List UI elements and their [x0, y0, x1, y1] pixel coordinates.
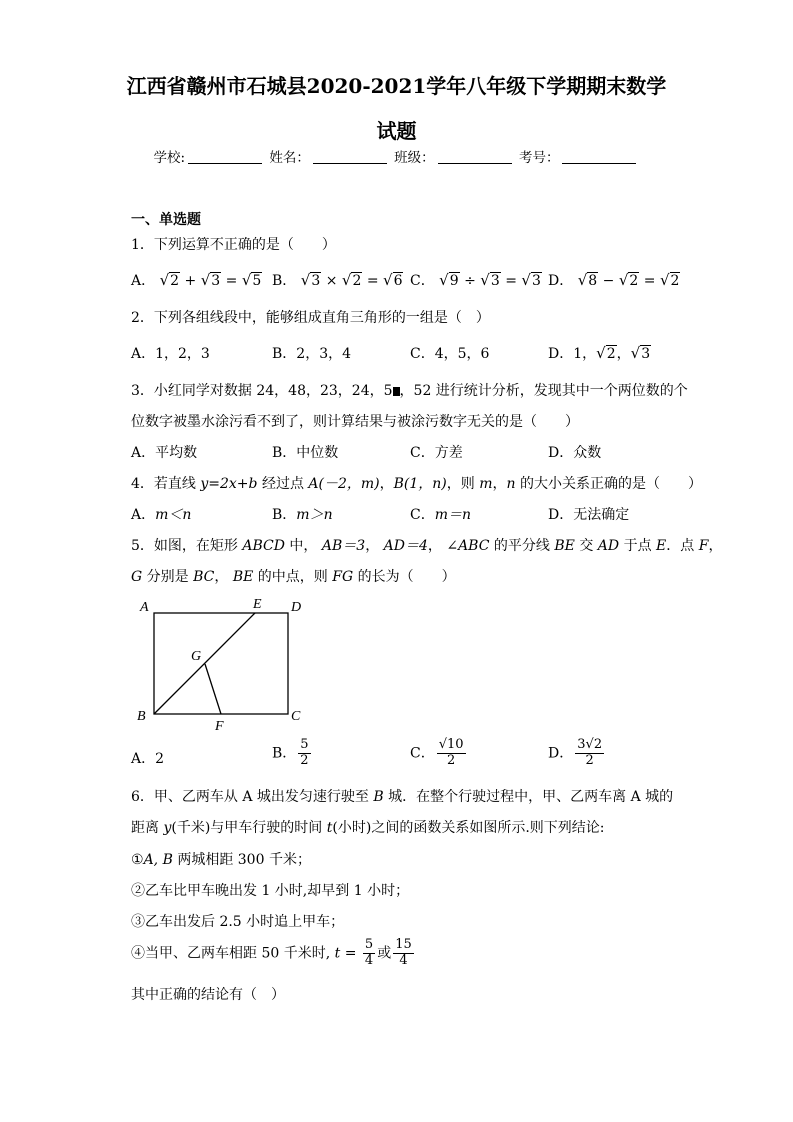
q5-line-2: G 分别是 BC， BE 的中点，则 FG 的长为（ ）	[131, 569, 456, 585]
q2-option-a: A．1，2，3	[131, 346, 210, 362]
q6-conclusion-3: ③乙车出发后 2.5 小时追上甲车；	[131, 914, 345, 930]
exam-no-label: 考号：	[518, 150, 560, 166]
q6-line-2: 距离 y(千米)与甲车行驶的时间 t(小时)之间的函数关系如图所示.则下列结论:	[131, 820, 605, 836]
q3-option-d: D．众数	[548, 445, 602, 461]
q5-option-b: B． $\frac{5}{2}$	[272, 737, 309, 768]
segment-fg	[205, 664, 221, 714]
section-heading: 一、单选题	[131, 212, 201, 228]
exam-no-blank[interactable]	[562, 149, 636, 164]
label-b: B	[137, 709, 146, 724]
label-g: G	[191, 649, 202, 664]
label-c: C	[291, 709, 301, 724]
label-d: D	[291, 600, 302, 615]
rectangle-figure	[131, 594, 311, 734]
q6-conclusion-4: ④当甲、乙两车相距 50 千米时, t = $\frac{5}{4}$ 或 $\frac{15}{4}$	[131, 937, 412, 968]
name-label: 姓名：	[269, 150, 310, 166]
ink-blot-icon	[393, 387, 400, 396]
q3-line-1: 3．小红同学对数据 24，48，23，24，5 ，52 进行统计分析，发现其中一个两位数的个	[131, 383, 688, 399]
q3-option-c: C．方差	[410, 445, 463, 461]
rect-abcd	[154, 613, 288, 714]
q5-line-1: 5．如图，在矩形 ABCD 中， AB＝3， AD＝4， ∠ABC 的平分线 BE 交 AD 于点 E．点 F，	[131, 538, 723, 554]
q6-question: 其中正确的结论有（ ）	[131, 987, 285, 1003]
q6-conclusion-1: ①A, B 两城相距 300 千米；	[131, 852, 311, 868]
q5-option-a: A．2	[131, 751, 165, 767]
q2-option-d: D．1，√2，√3	[548, 344, 651, 362]
student-info-row	[0, 146, 793, 166]
q3-line-2: 位数字被墨水涂污看不到了，则计算结果与被涂污数字无关的是（ ）	[131, 414, 579, 430]
q5-option-c: C． $\frac{√10}{2}$	[410, 737, 464, 768]
title-line-2: 试题	[376, 119, 417, 143]
q1-option-a: A． √2 + √3 = √5	[131, 271, 262, 289]
q1-option-d: D． √8 − √2 = √2	[548, 271, 680, 289]
q2-option-b: B．2，3，4	[272, 346, 352, 362]
school-blank[interactable]	[188, 149, 262, 164]
q3-option-b: B．中位数	[272, 445, 339, 461]
label-a: A	[140, 600, 149, 615]
q4-option-d: D．无法确定	[548, 507, 630, 523]
label-f: F	[215, 719, 224, 734]
class-label: 班级：	[394, 150, 435, 166]
q6-conclusion-2: ②乙车比甲车晚出发 1 小时,却早到 1 小时；	[131, 883, 410, 899]
q5-option-d: D． $\frac{3√2}{2}$	[548, 737, 603, 768]
q4-option-c: C．m＝n	[410, 507, 472, 523]
q1-option-c: C． √9 ÷ √3 = √3	[410, 271, 541, 289]
q2-option-c: C．4，5，6	[410, 346, 490, 362]
q1-option-b: B． √3 × √2 = √6	[272, 271, 403, 289]
name-blank[interactable]	[313, 149, 387, 164]
class-blank[interactable]	[438, 149, 512, 164]
q4-stem: 4．若直线 y=2x+b 经过点 A(－2，m)，B(1，n)，则 m，n 的大小关系正确的是（ ）	[131, 476, 702, 492]
q4-option-b: B．m＞n	[272, 507, 333, 523]
segment-be	[154, 613, 255, 714]
school-label: 学校:	[153, 150, 186, 166]
label-e: E	[253, 597, 262, 612]
title-line-1: 江西省赣州市石城县2020-2021学年八年级下学期期末数学	[126, 74, 667, 98]
q4-option-a: A．m＜n	[131, 507, 192, 523]
q1-stem: 1．下列运算不正确的是（ ）	[131, 237, 336, 253]
q3-option-a: A．平均数	[131, 445, 198, 461]
q2-stem: 2．下列各组线段中，能够组成直角三角形的一组是（ ）	[131, 310, 490, 326]
q6-line-1: 6．甲、乙两车从 A 城出发匀速行驶至 B 城．在整个行驶过程中，甲、乙两车离 A 城的	[131, 789, 674, 805]
